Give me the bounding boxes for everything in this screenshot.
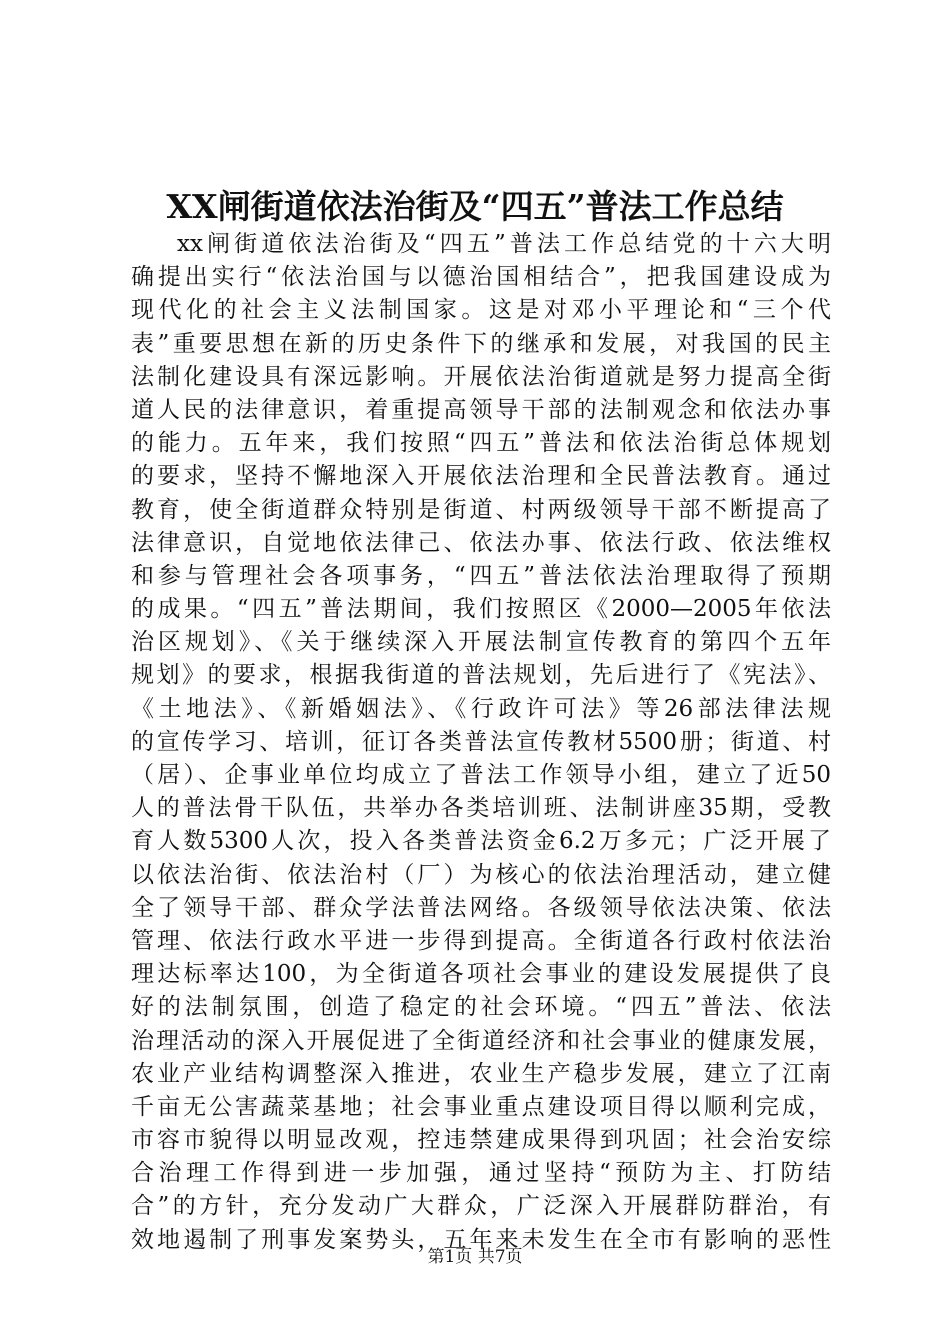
text-line: 理达标率达100，为全街道各项社会事业的建设发展提供了良 xyxy=(131,961,831,988)
text-line: 治区规划》、《关于继续深入开展法制宣传教育的第四个五年 xyxy=(131,629,831,656)
text-line: 育人数5300人次，投入各类普法资金6.2万多元；广泛开展了 xyxy=(131,828,831,855)
text-line: xx闸街道依法治街及“四五”普法工作总结党的十六大明 xyxy=(177,231,831,257)
text-line: 以依法治街、依法治村（厂）为核心的依法治理活动，建立健 xyxy=(131,861,831,888)
text-line: 的成果。“四五”普法期间，我们按照区《2000—2005年依法 xyxy=(131,596,831,623)
text-line: 合”的方针，充分发动广大群众，广泛深入开展群防群治，有 xyxy=(131,1193,831,1220)
text-line: 人的普法骨干队伍，共举办各类培训班、法制讲座35期，受教 xyxy=(131,795,831,822)
text-line: 效地遏制了刑事发案势头，五年来未发生在全市有影响的恶性 xyxy=(131,1226,831,1253)
text-line: 好的法制氛围，创造了稳定的社会环境。“四五”普法、依法 xyxy=(131,994,831,1021)
text-line: 《土地法》、《新婚姻法》、《行政许可法》等26部法律法规 xyxy=(131,695,831,722)
text-line: 现代化的社会主义法制国家。这是对邓小平理论和“三个代 xyxy=(131,297,831,324)
body-paragraph xyxy=(131,228,831,1257)
text-line: 的要求，坚持不懈地深入开展依法治理和全民普法教育。通过 xyxy=(131,463,831,490)
text-line: 法律意识，自觉地依法律己、依法办事、依法行政、依法维权 xyxy=(131,529,831,556)
text-line: 教育，使全街道群众特别是街道、村两级领导干部不断提高了 xyxy=(131,496,831,523)
text-line: 市容市貌得以明显改观，控违禁建成果得到巩固；社会治安综 xyxy=(131,1127,831,1154)
text-line: 表”重要思想在新的历史条件下的继承和发展，对我国的民主 xyxy=(131,330,831,357)
text-line: 的能力。五年来，我们按照“四五”普法和依法治街总体规划 xyxy=(131,430,831,457)
text-line: 法制化建设具有深远影响。开展依法治街道就是努力提高全街 xyxy=(131,363,831,390)
text-line: 千亩无公害蔬菜基地；社会事业重点建设项目得以顺利完成， xyxy=(131,1093,831,1120)
text-line: 合治理工作得到进一步加强，通过坚持“预防为主、打防结 xyxy=(131,1160,831,1187)
text-line: 的宣传学习、培训，征订各类普法宣传教材5500册；街道、村 xyxy=(131,728,831,755)
text-line: 全了领导干部、群众学法普法网络。各级领导依法决策、依法 xyxy=(131,894,831,921)
text-line: 道人民的法律意识，着重提高领导干部的法制观念和依法办事 xyxy=(131,396,831,423)
text-line: 规划》的要求，根据我街道的普法规划，先后进行了《宪法》、 xyxy=(131,662,831,689)
page-number-footer: 第1页 共7页 xyxy=(427,1247,523,1267)
text-line: 治理活动的深入开展促进了全街道经济和社会事业的健康发展， xyxy=(131,1027,831,1054)
text-line: （居）、企事业单位均成立了普法工作领导小组，建立了近50 xyxy=(131,762,831,788)
text-line: 管理、依法行政水平进一步得到提高。全街道各行政村依法治 xyxy=(131,927,831,954)
document-title: XX闸街道依法治街及“四五”普法工作总结 xyxy=(166,187,784,226)
text-line: 农业产业结构调整深入推进，农业生产稳步发展，建立了江南 xyxy=(131,1060,831,1087)
text-line: 和参与管理社会各项事务，“四五”普法依法治理取得了预期 xyxy=(131,562,831,589)
text-line: 确提出实行“依法治国与以德治国相结合”，把我国建设成为 xyxy=(131,264,831,291)
